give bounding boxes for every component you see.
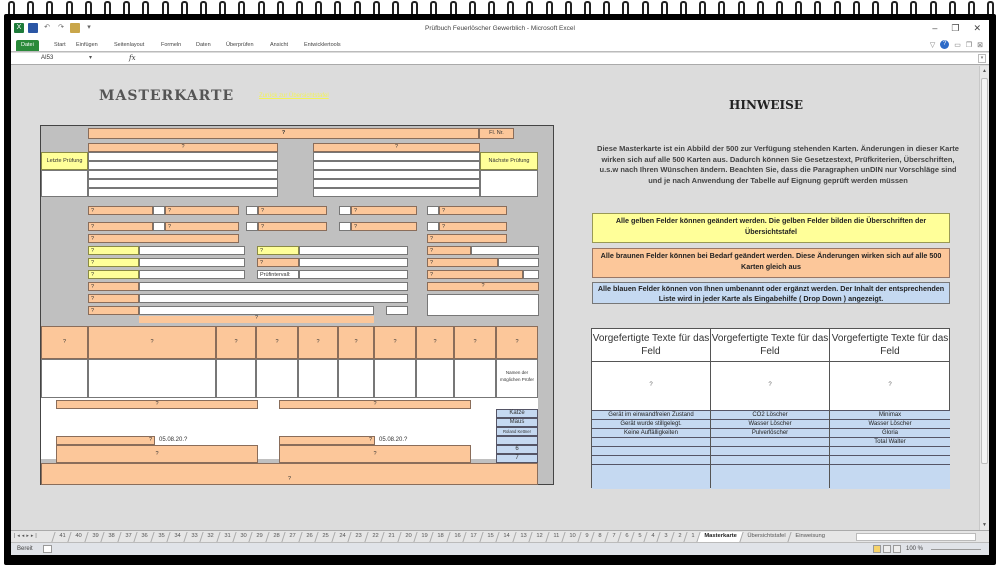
sheet-tab-label: 22 (371, 533, 379, 539)
yellow-field-4-value[interactable] (139, 270, 245, 279)
window-title: Prüfbuch Feuerlöscher Gewerblich - Microsoft Excel (425, 25, 575, 32)
sheet-tab-label: 21 (388, 533, 395, 539)
formula-bar (11, 53, 989, 65)
title-bar (11, 20, 989, 38)
tab-formeln[interactable]: Formeln (161, 42, 182, 48)
col-header-10[interactable]: ? (496, 326, 538, 359)
field-c1[interactable]: ? (88, 234, 239, 243)
sheet-nav-arrows-icon[interactable]: |◂◂▸▸| (14, 533, 39, 539)
sheet-tab-label: 3 (664, 533, 669, 539)
sheet-tab-label: Übersichtstafel (747, 533, 786, 539)
yellow-field-3-value[interactable] (139, 258, 245, 267)
sheet-tabs-bar (11, 530, 989, 542)
field-i1[interactable]: ? (88, 306, 139, 315)
field-e2[interactable]: ? (427, 258, 498, 267)
sheet-tab-label: 41 (59, 533, 66, 539)
sheet-tab[interactable] (739, 532, 791, 542)
letzte-pruefung-label[interactable]: Letzte Prüfung (41, 152, 88, 170)
check-a3[interactable] (339, 206, 351, 215)
tab-start[interactable]: Start (54, 42, 66, 48)
sheet-tab-label: 25 (322, 533, 330, 539)
col-1-item-3[interactable]: Keine Auffälligkeiten (592, 428, 710, 437)
sheet-tab-label: 27 (289, 533, 297, 539)
pruefintervall-label: Prüfintervall: (257, 270, 299, 279)
name-box[interactable]: AI53 (41, 55, 54, 61)
sheet-tab-label: 9 (585, 533, 589, 539)
sheet-tab-label: Masterkarte (704, 533, 738, 539)
sheet-tab-label: 2 (678, 533, 682, 539)
sheet-tab-label: 35 (158, 533, 165, 539)
date-left-value[interactable]: 05.08.20.? (159, 437, 188, 443)
sheet-tab-label: 38 (108, 533, 116, 539)
note-yellow-fields: Alle gelben Felder können geändert werden. Die gelben Felder bilden die Überschriften der Übersichtstafel (592, 213, 950, 243)
yellow-field-4[interactable]: ? (88, 270, 139, 279)
col-header-1[interactable]: ? (41, 326, 88, 359)
field-i-footer[interactable]: ? (139, 316, 374, 323)
scroll-up-icon[interactable]: ▲ (982, 68, 987, 74)
field-f1-value[interactable] (523, 270, 539, 279)
col-3-placeholder[interactable]: ? (888, 382, 892, 388)
sheet-tab-label: 32 (207, 533, 214, 539)
col-1-item-2[interactable]: Gerät wurde stillgelegt. (592, 419, 710, 428)
hinweise-text: Diese Masterkarte ist ein Abbild der 500 zur Verfügung stehenden Karten. Änderungen in dieser Karte wirken sich auf alle 500 Karten aus. Dadurch können Sie Gesetzestext, Prüfkriterien, Überschriften, u.s.w nach Ihren Wünschen ändern. Beachten Sie, dass die Paragraphen unDIN nur Vorschläge sind und je nach Anwendung der Tabelle auf Eignung geprüft werden müssen (597, 144, 959, 185)
tab-datei[interactable]: Datei (16, 40, 39, 51)
naechste-pruefung-label[interactable]: Nächste Prüfung (480, 152, 538, 170)
field-f1[interactable]: ? (427, 270, 523, 279)
namen-pruefer-label: Namen der möglichen Prüfer (496, 359, 538, 398)
check-a4[interactable] (427, 206, 439, 215)
left-row-1[interactable] (88, 152, 278, 161)
sheet-tab-label: 26 (306, 533, 313, 539)
field-b5[interactable]: ? (439, 222, 507, 231)
sheet-tab-label: 13 (520, 533, 527, 539)
sheet-tab-label: 19 (421, 533, 428, 539)
signature-left-field[interactable]: ? (56, 445, 258, 463)
field-i2-value[interactable] (386, 306, 408, 315)
sheet-tab-label: 40 (75, 533, 83, 539)
col-1-item-7[interactable] (592, 464, 710, 489)
col-1-item-6[interactable] (592, 455, 710, 464)
sheet-tab-label: 24 (339, 533, 346, 539)
sheet-tab-label: 23 (355, 533, 362, 539)
right-row-5[interactable] (313, 188, 480, 197)
sheet-tab[interactable] (697, 532, 743, 542)
field-e2-value[interactable] (498, 258, 539, 267)
date-right-prefix[interactable]: ? (279, 436, 375, 445)
field-e1-value[interactable] (299, 258, 408, 267)
tab-daten[interactable]: Daten (196, 42, 211, 48)
notes-box[interactable] (427, 294, 539, 316)
scroll-down-icon[interactable]: ▼ (982, 522, 987, 528)
tab-einfuegen[interactable]: Einfügen (76, 42, 98, 48)
col-2-item-5[interactable] (711, 446, 829, 455)
pruefer-item-4[interactable] (496, 436, 538, 445)
tab-seitenlayout[interactable]: Seitenlayout (114, 42, 145, 48)
field-b4[interactable]: ? (351, 222, 417, 231)
col-2-placeholder[interactable]: ? (768, 382, 772, 388)
check-a2[interactable] (246, 206, 258, 215)
prepared-texts-col-3 (830, 329, 950, 487)
signature-right-header[interactable]: ? (279, 400, 471, 409)
zoom-slider[interactable] (931, 549, 981, 550)
field-b1[interactable]: ? (88, 222, 153, 231)
sheet-tab-label: 7 (611, 533, 616, 539)
field-g2[interactable]: ? (427, 282, 539, 291)
col-3-item-5[interactable] (830, 446, 950, 455)
field-h1-value[interactable] (139, 294, 408, 303)
sheet-tab-label: 37 (125, 533, 132, 539)
master-card (40, 125, 554, 485)
card-title-field[interactable]: ? (88, 128, 479, 139)
yellow-field-1-value[interactable] (139, 246, 245, 255)
col-2-item-2[interactable]: Wasser Löscher (711, 419, 829, 428)
col-3-header: Vorgefertigte Texte für das Feld (830, 329, 950, 362)
col-2-item-3[interactable]: Pulverlöscher (711, 428, 829, 437)
masterkarte-heading: MASTERKARTE (99, 88, 235, 104)
field-a3[interactable]: ? (258, 206, 327, 215)
col-2-item-6[interactable] (711, 455, 829, 464)
col-2-header: Vorgefertigte Texte für das Feld (711, 329, 829, 362)
sheet-tab-label: 30 (240, 533, 247, 539)
prepared-texts-col-2 (711, 329, 830, 487)
left-row-3[interactable] (88, 170, 278, 179)
status-ready: Bereit (17, 546, 33, 552)
card-footer-field[interactable]: ? (41, 463, 538, 485)
field-b3[interactable]: ? (258, 222, 327, 231)
sheet-tabs (53, 532, 829, 542)
sheet-tab-label: 33 (190, 533, 198, 539)
left-block-header[interactable]: ? (88, 143, 278, 152)
pruefer-item-6[interactable]: 7 (496, 454, 538, 463)
sheet-tab-label: 5 (638, 533, 642, 539)
signature-left-header[interactable]: ? (56, 400, 258, 409)
pruefer-item-2[interactable]: Maus (496, 418, 538, 427)
sheet-tab-label: 16 (454, 533, 461, 539)
right-block-header[interactable]: ? (313, 143, 480, 152)
undo-icon[interactable]: ↶ (44, 24, 50, 31)
tab-ueberpruefen[interactable]: Überprüfen (226, 42, 254, 48)
field-a4[interactable]: ? (351, 206, 417, 215)
right-row-3[interactable] (313, 170, 480, 179)
sheet-tab-label: 11 (552, 533, 559, 539)
scrollbar-thumb[interactable] (981, 78, 988, 464)
col-header-4[interactable]: ? (256, 326, 298, 359)
tab-entwicklertools[interactable]: Entwicklertools (304, 42, 341, 48)
ribbon-tabs (11, 38, 989, 52)
field-e1[interactable]: ? (257, 258, 299, 267)
sheet-tab-label: Einweisung (795, 533, 826, 539)
sheet-tab-label: 17 (470, 533, 478, 539)
right-row-1[interactable] (313, 152, 480, 161)
naechste-pruefung-cell[interactable] (480, 170, 538, 197)
prepared-texts-col-1 (592, 329, 711, 487)
left-row-2[interactable] (88, 161, 278, 170)
hinweise-heading: HINWEISE (729, 98, 803, 112)
sheet-tab[interactable] (787, 532, 830, 542)
col-1-item-1[interactable]: Gerät im einwandfreien Zustand (592, 410, 710, 419)
insert-function-icon[interactable]: fx (129, 54, 136, 62)
sheet-tab-label: 34 (174, 533, 181, 539)
back-to-overview-link[interactable]: Zurück zur Übersichtstafel (259, 93, 329, 99)
redo-icon[interactable]: ↷ (58, 24, 64, 31)
workbook-close-icon[interactable]: ⊠ (977, 41, 983, 49)
expand-formula-bar-icon[interactable]: ▾ (978, 54, 986, 63)
note-blue-fields: Alle blauen Felder können von Ihnen umbenannt oder ergänzt werden. Der Inhalt der entsprechenden Liste wird in jeder Karte als Eingabehilfe ( Drop Down ) angezeigt. (592, 282, 950, 304)
sheet-tab-label: 18 (437, 533, 445, 539)
prepared-texts-table (591, 328, 950, 488)
note-brown-fields: Alle braunen Felder können bei Bedarf geändert werden. Diese Änderungen wirken sich auf alle 500 Karten gleich aus (592, 248, 950, 278)
data-cell-6[interactable] (338, 359, 374, 398)
fl-nr-label[interactable]: Fl. Nr. (479, 128, 514, 139)
pruefer-item-1[interactable]: Katze (496, 409, 538, 418)
check-b2[interactable] (246, 222, 258, 231)
qat-dropdown-icon[interactable]: ▾ (87, 24, 91, 31)
field-d1[interactable]: ? (427, 246, 471, 255)
sheet-tab-label: 15 (487, 533, 494, 539)
check-b4[interactable] (427, 222, 439, 231)
col-header-2[interactable]: ? (88, 326, 216, 359)
right-row-4[interactable] (313, 179, 480, 188)
pruefer-item-5[interactable]: 6 (496, 445, 538, 454)
col-3-item-4[interactable]: Total Walter (830, 437, 950, 446)
sheet-tab-label: 1 (691, 533, 695, 539)
data-cell-3[interactable] (216, 359, 256, 398)
sheet-tab-label: 29 (256, 533, 264, 539)
right-row-2[interactable] (313, 161, 480, 170)
col-3-item-7[interactable] (830, 464, 950, 489)
field-a5[interactable]: ? (439, 206, 507, 215)
col-1-header: Vorgefertigte Texte für das Feld (592, 329, 710, 362)
col-3-item-6[interactable] (830, 455, 950, 464)
pruefintervall-value[interactable] (299, 270, 408, 279)
pruefer-item-3[interactable]: Roland Kettner (496, 427, 538, 436)
sheet-tab-label: 6 (625, 533, 629, 539)
tab-ansicht[interactable]: Ansicht (270, 42, 289, 48)
col-1-item-4[interactable] (592, 437, 710, 446)
check-a1[interactable] (153, 206, 165, 215)
data-cell-2[interactable] (88, 359, 216, 398)
excel-logo-icon: X (14, 23, 24, 33)
help-icon[interactable]: ? (940, 40, 949, 49)
field-g1[interactable]: ? (88, 282, 139, 291)
field-b2[interactable]: ? (165, 222, 239, 231)
col-header-6[interactable]: ? (338, 326, 374, 359)
sheet-tab-label: 8 (598, 533, 602, 539)
col-2-item-7[interactable] (711, 464, 829, 489)
data-cell-8[interactable] (416, 359, 454, 398)
col-header-3[interactable]: ? (216, 326, 256, 359)
signature-right-field[interactable]: ? (279, 445, 471, 463)
field-d1-value[interactable] (471, 246, 539, 255)
col-3-item-1[interactable]: Minimax (830, 410, 950, 419)
field-i1-value[interactable] (139, 306, 374, 315)
check-b3[interactable] (339, 222, 351, 231)
restore-button[interactable]: ❐ (951, 23, 960, 33)
page-layout-view-icon[interactable] (883, 545, 891, 553)
field-h1[interactable]: ? (88, 294, 139, 303)
data-cell-5[interactable] (298, 359, 338, 398)
col-header-5[interactable]: ? (298, 326, 338, 359)
view-buttons (873, 545, 901, 553)
close-button[interactable]: ✕ (973, 23, 981, 33)
data-cell-1[interactable] (41, 359, 88, 398)
sheet-tab-label: 20 (404, 533, 412, 539)
vertical-scrollbar[interactable] (979, 66, 989, 530)
sheet-tab-label: 10 (568, 533, 576, 539)
col-3-item-3[interactable]: Gloria (830, 428, 950, 437)
excel-window (11, 20, 989, 555)
data-cell-4[interactable] (256, 359, 298, 398)
normal-view-icon[interactable] (873, 545, 881, 553)
left-row-5[interactable] (88, 188, 278, 197)
date-left-prefix[interactable]: ? (56, 436, 155, 445)
zoom-level[interactable]: 100 % (906, 546, 924, 552)
letzte-pruefung-cell[interactable] (41, 170, 88, 197)
field-a2[interactable]: ? (165, 206, 239, 215)
sheet-tab-label: 31 (223, 533, 231, 539)
status-bar (11, 542, 989, 555)
field-g1-value[interactable] (139, 282, 408, 291)
col-header-9[interactable]: ? (454, 326, 496, 359)
col-header-7[interactable]: ? (374, 326, 416, 359)
macro-record-icon[interactable] (43, 545, 52, 553)
sheet-tab-label: 39 (92, 533, 99, 539)
col-2-item-1[interactable]: CO2 Löscher (711, 410, 829, 419)
sheet-tab-label: 36 (141, 533, 149, 539)
yellow-field-1[interactable]: ? (88, 246, 139, 255)
left-row-4[interactable] (88, 179, 278, 188)
data-cell-9[interactable] (454, 359, 496, 398)
page-break-view-icon[interactable] (893, 545, 901, 553)
name-box-dropdown-icon[interactable]: ▾ (89, 55, 93, 61)
sheet-tab-label: 12 (536, 533, 543, 539)
minimize-button[interactable]: – (932, 23, 938, 33)
check-b1[interactable] (153, 222, 165, 231)
horizontal-scrollbar[interactable] (856, 533, 976, 541)
workbook-restore-icon[interactable]: ❐ (965, 41, 973, 49)
sheet-tab-label: 14 (503, 533, 511, 539)
sheet-tab-label: 4 (651, 533, 655, 539)
sheet-tab-label: 28 (273, 533, 280, 539)
col-1-item-5[interactable] (592, 446, 710, 455)
col-2-item-4[interactable] (711, 437, 829, 446)
col-header-8[interactable]: ? (416, 326, 454, 359)
date-right-value[interactable]: 05.08.20.? (379, 437, 408, 443)
field-a1[interactable]: ? (88, 206, 153, 215)
col-3-item-2[interactable]: Wasser Löscher (830, 419, 950, 428)
workbook-minimize-icon[interactable]: ▭ (954, 41, 961, 49)
yellow-field-2[interactable]: ? (257, 246, 299, 255)
yellow-field-2-value[interactable] (299, 246, 408, 255)
ribbon-minimize-icon[interactable]: ▽ (929, 41, 936, 49)
field-c2[interactable]: ? (427, 234, 507, 243)
col-1-placeholder[interactable]: ? (649, 382, 653, 388)
data-cell-7[interactable] (374, 359, 416, 398)
yellow-field-3[interactable]: ? (88, 258, 139, 267)
